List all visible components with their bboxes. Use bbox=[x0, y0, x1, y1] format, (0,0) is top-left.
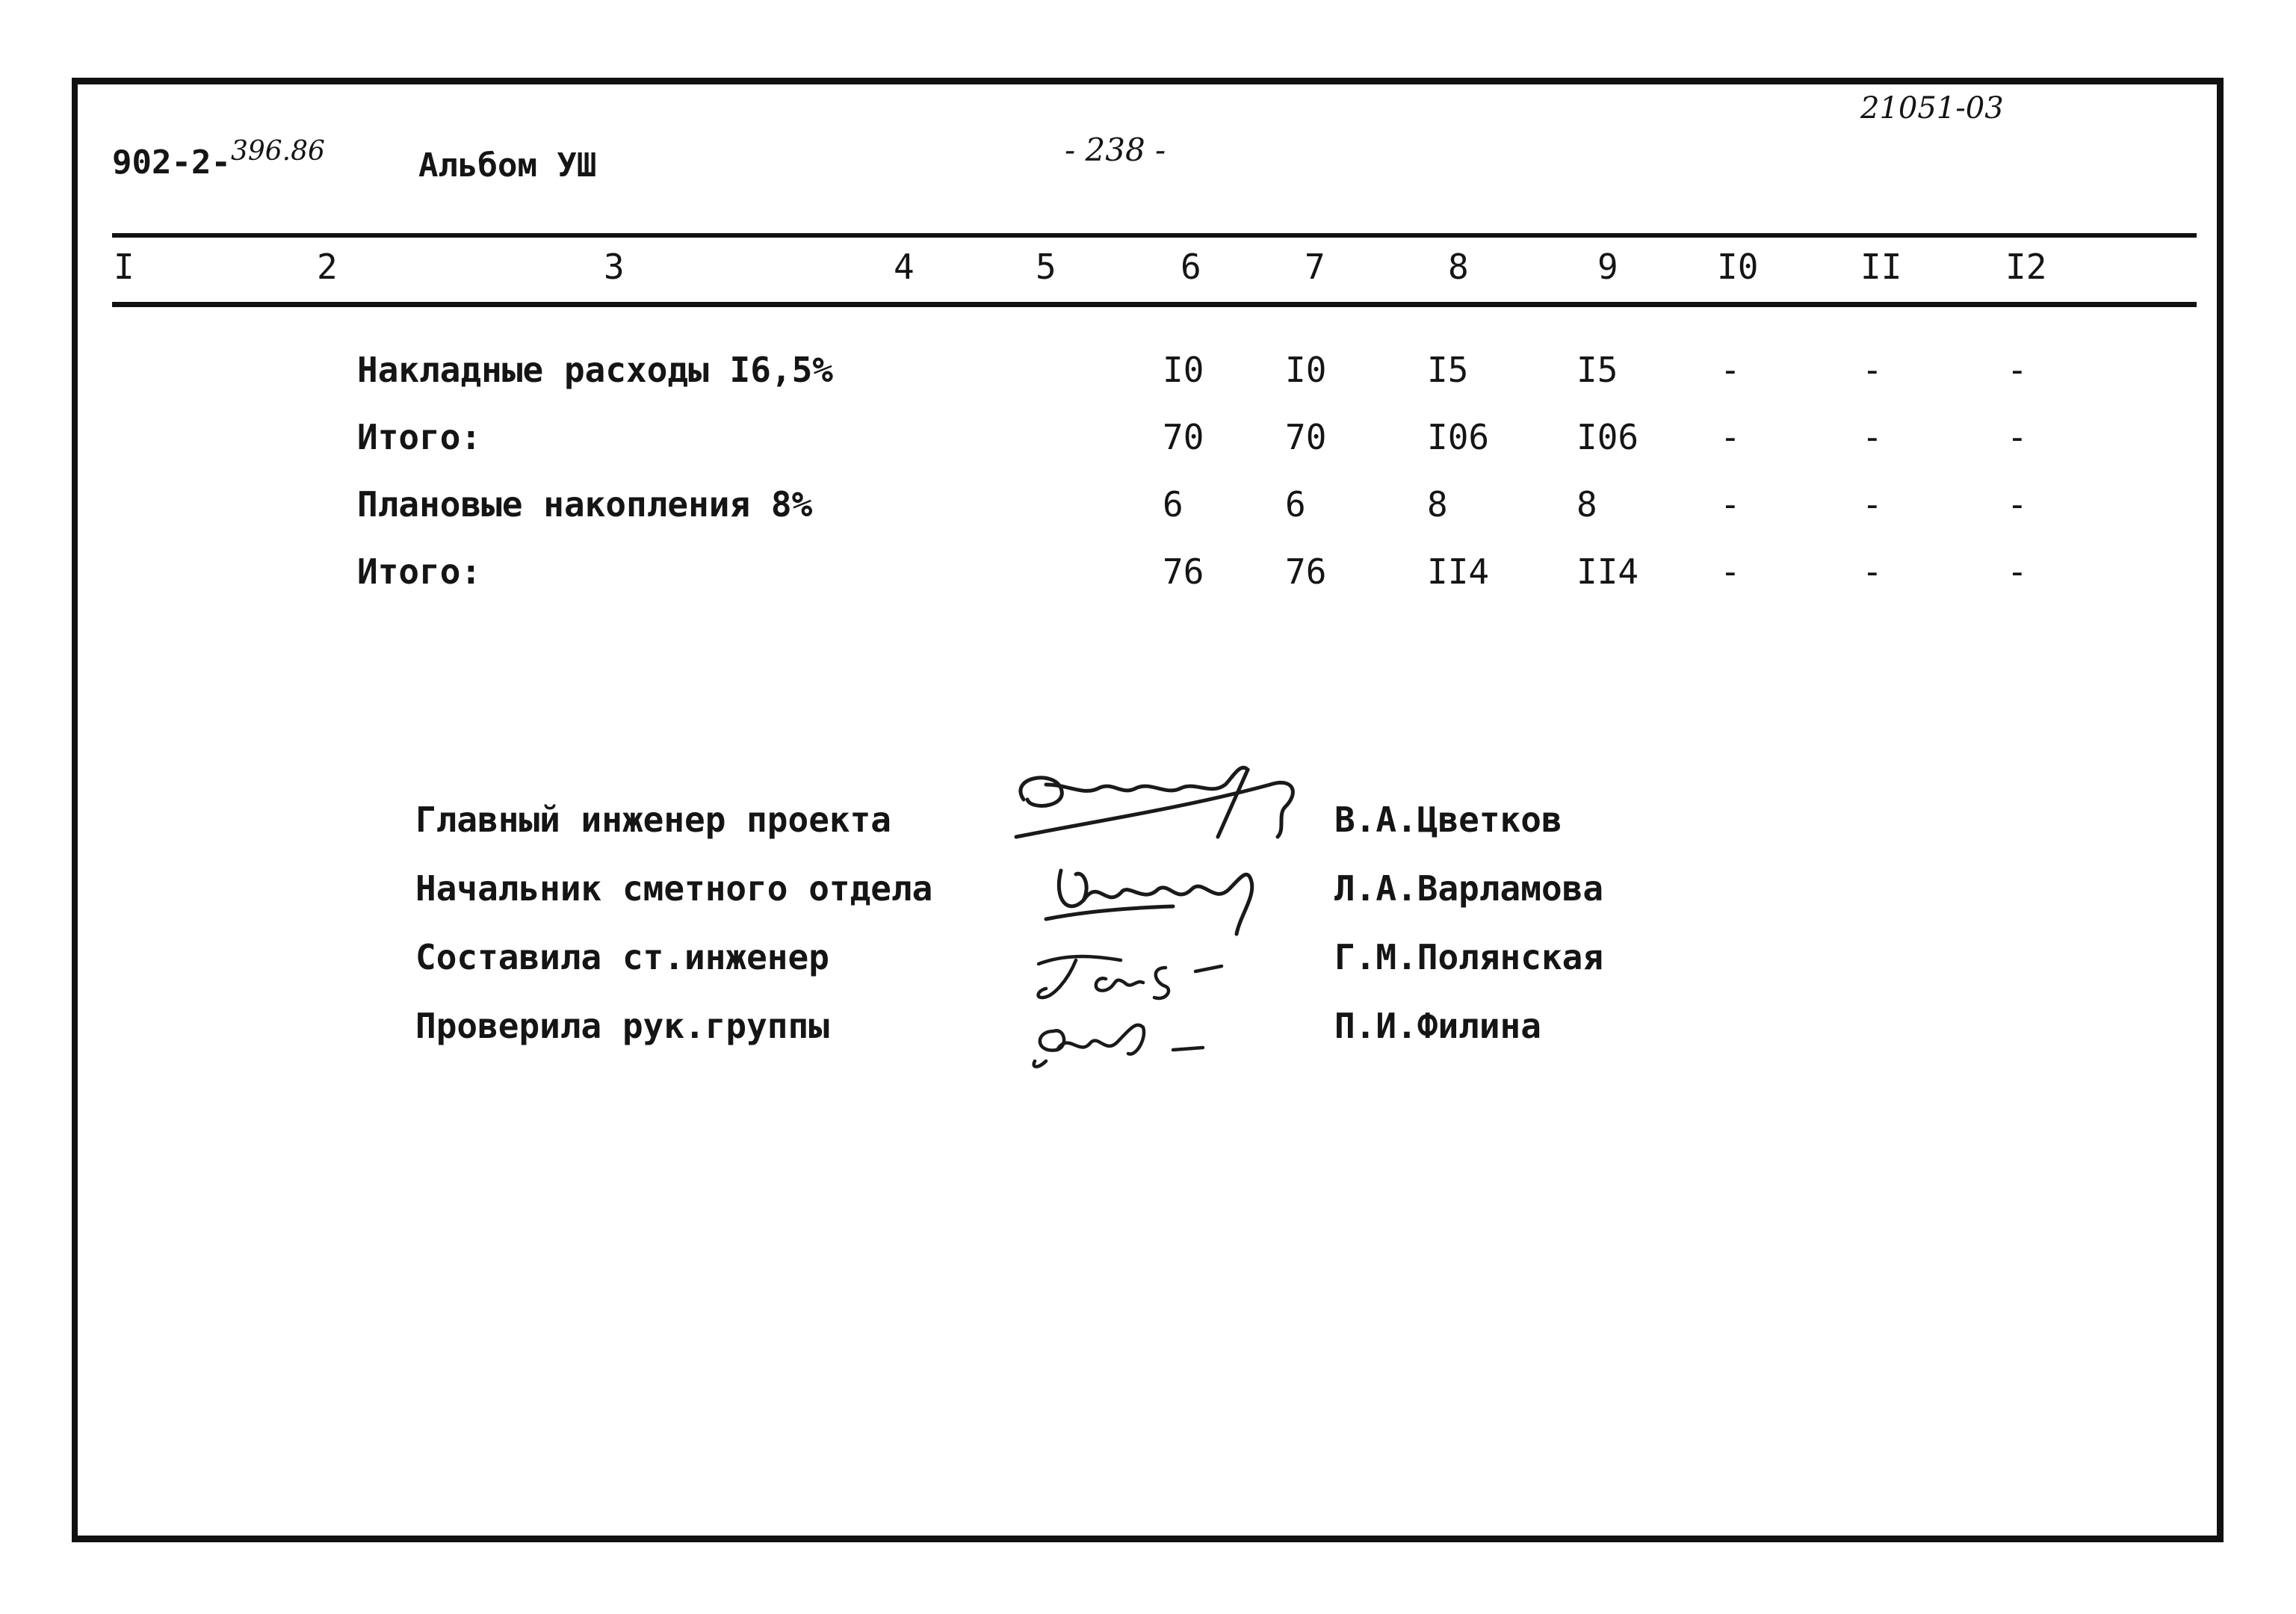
table-cell: 76 bbox=[1163, 551, 1204, 592]
signature-role: Начальник сметного отдела bbox=[415, 868, 933, 909]
table-cell: - bbox=[1862, 551, 1883, 592]
table-cell: I0 bbox=[1163, 350, 1204, 390]
table-cell: - bbox=[2007, 350, 2028, 390]
signature-role: Составила ст.инженер bbox=[415, 937, 829, 977]
signature-name: П.И.Филина bbox=[1334, 1006, 1541, 1046]
table-cell: I06 bbox=[1576, 417, 1639, 457]
table-cell: - bbox=[1720, 484, 1741, 525]
column-number: I bbox=[114, 247, 134, 287]
row-label-total: Итого: bbox=[357, 551, 482, 592]
table-cell: - bbox=[1720, 417, 1741, 457]
table-cell: 70 bbox=[1163, 417, 1204, 457]
column-number: I2 bbox=[2005, 247, 2047, 287]
table-cell: - bbox=[2007, 417, 2028, 457]
table-cell: I06 bbox=[1427, 417, 1490, 457]
column-number: 8 bbox=[1448, 247, 1469, 287]
column-number: 6 bbox=[1181, 247, 1201, 287]
table-cell: 6 bbox=[1285, 484, 1306, 525]
column-number: 5 bbox=[1036, 247, 1056, 287]
table-cell: - bbox=[1720, 350, 1741, 390]
album-title: Альбом УШ bbox=[418, 146, 597, 185]
column-number: I0 bbox=[1717, 247, 1759, 287]
table-cell: - bbox=[2007, 484, 2028, 525]
column-number: 2 bbox=[317, 247, 338, 287]
column-number: 3 bbox=[604, 247, 625, 287]
table-cell: II4 bbox=[1576, 551, 1639, 592]
table-cell: - bbox=[1720, 551, 1741, 592]
signature-name: В.А.Цветков bbox=[1334, 800, 1562, 840]
row-label-planned-savings: Плановые накопления 8% bbox=[357, 484, 813, 525]
signature-name: Г.М.Полянская bbox=[1334, 937, 1604, 977]
row-label-subtotal: Итого: bbox=[357, 417, 482, 457]
document-code bbox=[112, 136, 325, 182]
table-cell: II4 bbox=[1427, 551, 1490, 592]
column-number: 9 bbox=[1597, 247, 1618, 287]
sheet-number: 21051-03 bbox=[1860, 91, 2004, 126]
signature-role: Проверила рук.группы bbox=[415, 1006, 829, 1046]
table-cell: - bbox=[1862, 417, 1883, 457]
column-number: 4 bbox=[894, 247, 915, 287]
signature-role: Главный инженер проекта bbox=[415, 800, 891, 840]
table-header-bottom-rule bbox=[112, 302, 2197, 307]
table-cell: 6 bbox=[1163, 484, 1183, 525]
page-number: - 238 - bbox=[1065, 132, 1166, 168]
column-number: II bbox=[1860, 247, 1902, 287]
table-cell: - bbox=[1862, 350, 1883, 390]
handwritten-signature bbox=[1024, 1001, 1248, 1076]
document-code-handwritten: 396.86 bbox=[230, 136, 325, 167]
table-header-top-rule bbox=[112, 233, 2197, 238]
table-cell: - bbox=[2007, 551, 2028, 592]
table-cell: 8 bbox=[1427, 484, 1448, 525]
table-cell: 70 bbox=[1285, 417, 1327, 457]
table-cell: 76 bbox=[1285, 551, 1327, 592]
handwritten-signature bbox=[1039, 848, 1285, 945]
table-cell: 8 bbox=[1576, 484, 1597, 525]
document-code-prefix: 902-2- bbox=[112, 143, 231, 182]
table-cell: I5 bbox=[1576, 350, 1618, 390]
column-number: 7 bbox=[1305, 247, 1325, 287]
signature-name: Л.А.Варламова bbox=[1334, 868, 1604, 909]
table-cell: I0 bbox=[1285, 350, 1327, 390]
table-cell: - bbox=[1862, 484, 1883, 525]
row-label-overhead: Накладные расходы I6,5% bbox=[357, 350, 833, 390]
table-cell: I5 bbox=[1427, 350, 1469, 390]
